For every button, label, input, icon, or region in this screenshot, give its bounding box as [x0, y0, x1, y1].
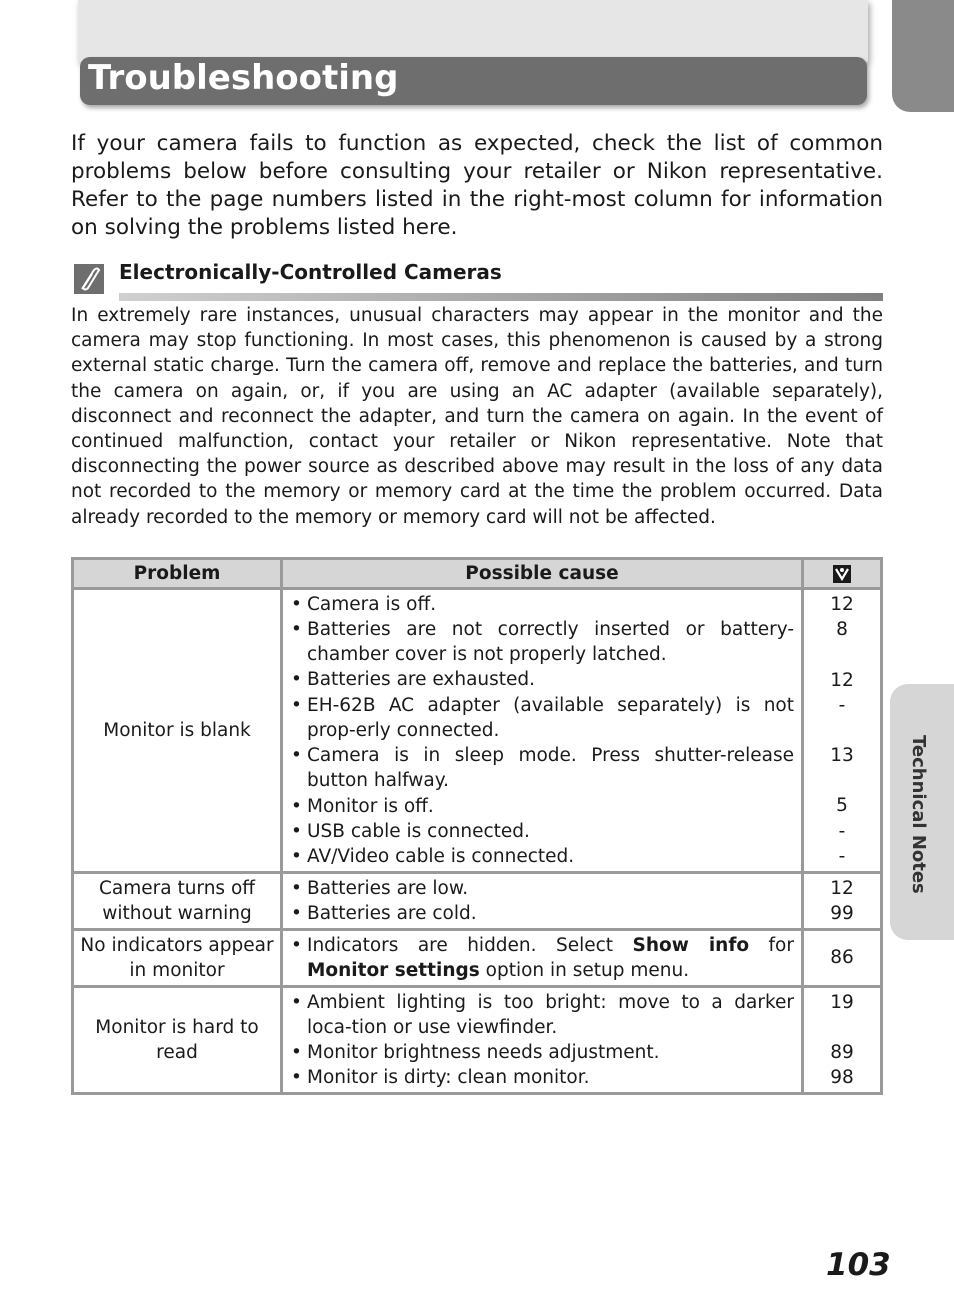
problem-cell: No indicators appear in monitor	[73, 930, 282, 987]
page-ref: 98	[830, 1067, 854, 1089]
page-cell	[803, 930, 882, 987]
cause-item: • AV/Video cable is connected.	[291, 844, 794, 869]
cause-item: • Batteries are cold.	[291, 901, 794, 926]
troubleshooting-table	[71, 557, 883, 1095]
cause-cell	[282, 930, 803, 987]
cause-item: • Batteries are not correctly inserted or battery-chamber cover is not properly latched.	[291, 617, 794, 667]
page-ref: 86	[830, 947, 854, 969]
problem-cell: Monitor is blank	[73, 589, 282, 873]
page-number: 103	[826, 1247, 891, 1283]
cause-cell	[282, 589, 803, 873]
page-title: Troubleshooting	[88, 58, 399, 98]
page-ref: 12	[830, 669, 854, 691]
page-ref: 5	[836, 795, 848, 817]
table-row	[73, 873, 882, 930]
cause-item: • Batteries are low.	[291, 876, 794, 901]
page-cell	[803, 589, 882, 873]
table-row	[73, 589, 882, 873]
cause-item: • Ambient lighting is too bright: move to a darker loca-tion or use viewfinder.	[291, 990, 794, 1040]
intro-paragraph: If your camera fails to function as expected, check the list of common problems below before consulting your retailer or Nikon representative. Refer to the page numbers listed in the right-most column for information on solving the problems listed here.	[71, 131, 883, 240]
header-problem: Problem	[73, 559, 282, 589]
section-tab-label: Technical Notes	[908, 735, 929, 894]
page-ref: -	[838, 694, 846, 716]
page-reference-icon	[832, 564, 852, 584]
cause-item: • Camera is in sleep mode. Press shutter-release button halfway.	[291, 743, 794, 793]
page-ref: 99	[830, 903, 854, 924]
note-divider	[119, 293, 883, 301]
corner-tab	[892, 0, 954, 112]
cause-item: • Batteries are exhausted.	[291, 667, 794, 692]
page-ref: 13	[830, 745, 854, 767]
page-ref: 19	[830, 991, 854, 1013]
cause-item: • Indicators are hidden. Select Show info for Monitor settings option in setup menu.	[291, 933, 794, 983]
table-row	[73, 987, 882, 1094]
note-body: In extremely rare instances, unusual characters may appear in the monitor and the camera may stop functioning. In most cases, this phenomenon is caused by a strong external static charge. Turn the camera off, remove and replace the batteries, and turn the camera on again, or, if you are using an AC adapter (available separately), disconnect and reconnect the adapter, and turn the camera on again. In the event of continued malfunction, contact your retailer or Nikon representative. Note that disconnecting the power source as described above may result in the loss of any data not recorded to the memory or memory card at the time the problem occurred. Data already recorded to the memory or memory card will not be affected.	[71, 305, 883, 528]
cause-cell	[282, 873, 803, 930]
header-cause: Possible cause	[282, 559, 803, 589]
cause-item: • Monitor brightness needs adjustment.	[291, 1040, 794, 1065]
problem-cell: Camera turns off without warning	[73, 873, 282, 930]
cause-item: • Camera is off.	[291, 592, 794, 617]
title-background	[78, 0, 868, 62]
page-ref: -	[838, 845, 846, 867]
header-page	[803, 559, 882, 589]
cause-cell	[282, 987, 803, 1094]
problem-cell: Monitor is hard to read	[73, 987, 282, 1094]
page-ref: 89	[830, 1042, 854, 1063]
page-cell	[803, 987, 882, 1094]
cause-item: • Monitor is dirty: clean monitor.	[291, 1065, 794, 1090]
page-cell	[803, 873, 882, 930]
cause-item: • USB cable is connected.	[291, 819, 794, 844]
page-ref: -	[838, 820, 846, 842]
page-ref: 12	[830, 877, 854, 899]
page-ref: 8	[836, 619, 848, 641]
pencil-note-icon	[74, 264, 104, 294]
page-ref: 12	[830, 593, 854, 615]
table-header-row	[73, 559, 882, 589]
table-row	[73, 930, 882, 987]
note-title: Electronically-Controlled Cameras	[119, 260, 502, 284]
cause-item: • EH-62B AC adapter (available separately) is not prop-erly connected.	[291, 693, 794, 743]
cause-item: • Monitor is off.	[291, 794, 794, 819]
